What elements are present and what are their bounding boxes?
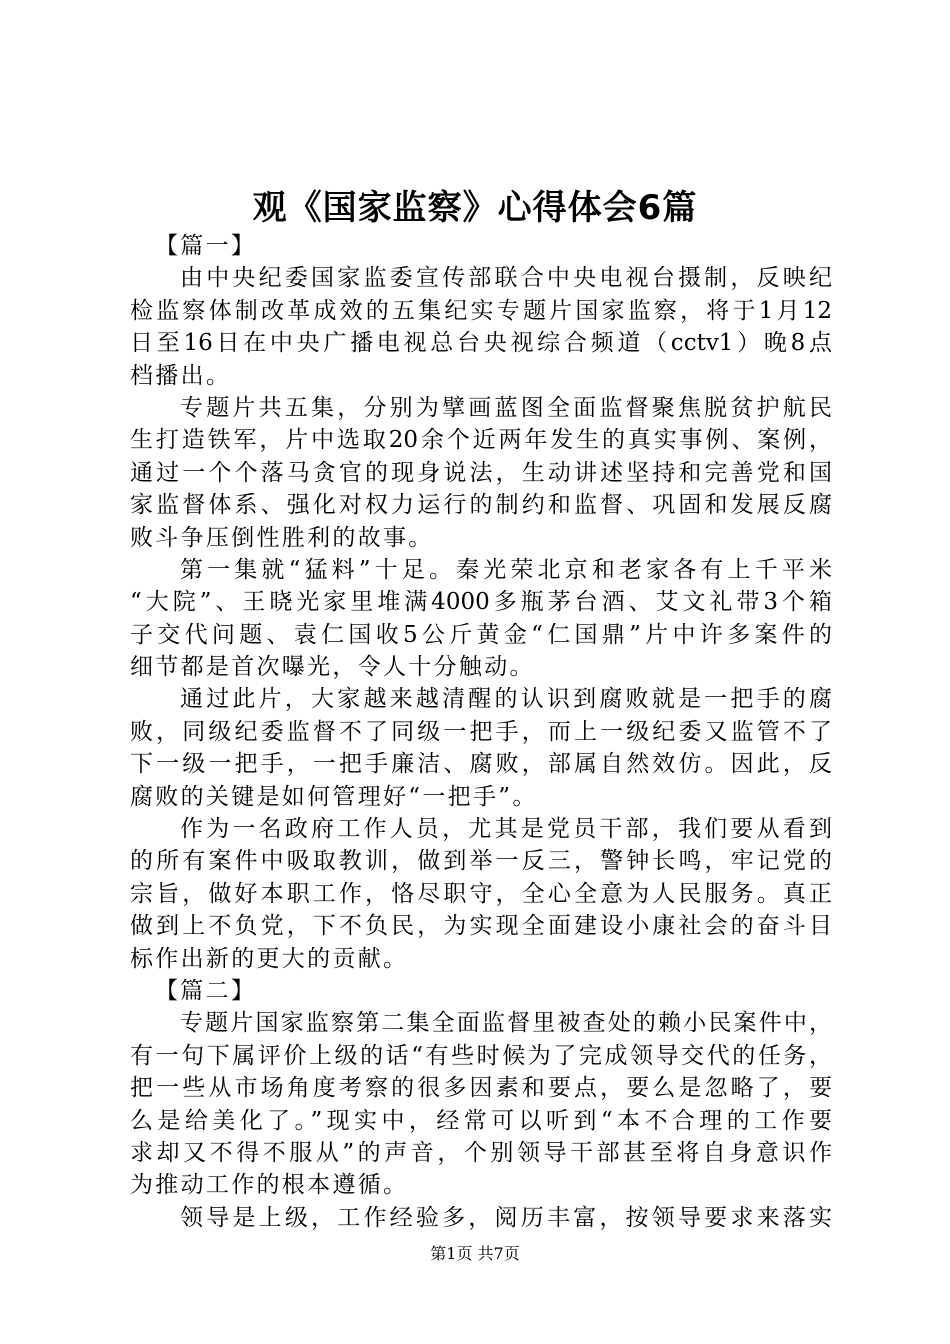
text-line: 细节都是首次曝光，令人十分触动。 [130,654,535,681]
text-line: 通过一个个落马贪官的现身说法，生动讲述坚持和完善党和国 [130,459,832,486]
text-line: 第一集就“猛料”十足。秦光荣北京和老家各有上千平米 [180,556,832,583]
text-line: 由中央纪委国家监委宣传部联合中央电视台摄制，反映纪 [180,265,832,292]
text-line: 有一句下属评价上级的话“有些时候为了完成领导交代的任务， [130,1042,832,1069]
text-line: 档播出。 [130,362,232,389]
text-line: 做到上不负党，下不负民，为实现全面建设小康社会的奋斗目 [130,913,832,940]
text-line: 检监察体制改革成效的五集纪实专题片国家监察，将于1月12 [130,297,832,324]
text-line: 宗旨，做好本职工作，恪尽职守，全心全意为人民服务。真正 [130,880,832,907]
text-line: 腐败的关键是如何管理好“一把手”。 [130,783,538,810]
text-line: 家监督体系、强化对权力运行的制约和监督、巩固和发展反腐 [130,492,832,519]
text-line: 败斗争压倒性胜利的故事。 [130,524,434,551]
text-line: 日至16日在中央广播电视总台央视综合频道（cctv1）晚8点 [130,330,832,357]
document-title: 观《国家监察》心得体会6篇 [252,188,698,228]
text-line: 专题片国家监察第二集全面监督里被查处的赖小民案件中， [180,1010,832,1037]
text-line: 么是给美化了。”现实中，经常可以听到“本不合理的工作要 [130,1107,832,1134]
text-line: 领导是上级，工作经验多，阅历丰富，按领导要求来落实 [180,1204,832,1231]
text-line: 下一级一把手，一把手廉洁、腐败，部属自然效仿。因此，反 [130,751,832,778]
text-line: 通过此片，大家越来越清醒的认识到腐败就是一把手的腐 [180,686,832,713]
text-line: 把一些从市场角度考察的很多因素和要点，要么是忽略了，要 [130,1075,832,1102]
text-line: 生打造铁军，片中选取20余个近两年发生的真实事例、案例， [130,427,832,454]
section-heading: 【篇一】 [155,233,257,259]
text-line: 标作出新的更大的贡献。 [130,945,409,972]
text-line: 作为一名政府工作人员，尤其是党员干部，我们要从看到 [180,816,832,843]
page-footer: 第1页 共7页 [430,1244,520,1263]
text-line: 求却又不得不服从”的声音，个别领导干部甚至将自身意识作 [130,1139,832,1166]
text-line: 的所有案件中吸取教训，做到举一反三，警钟长鸣，牢记党的 [130,848,832,875]
text-line: 败，同级纪委监督不了同级一把手，而上一级纪委又监管不了 [130,718,832,745]
text-line: 专题片共五集，分别为擘画蓝图全面监督聚焦脱贫护航民 [180,394,832,421]
document-body [130,230,832,1234]
text-line: “大院”、王晓光家里堆满4000多瓶茅台酒、艾文礼带3个箱 [130,589,832,616]
text-line: 为推动工作的根本遵循。 [130,1172,409,1199]
text-line: 子交代问题、袁仁国收5公斤黄金“仁国鼎”片中许多案件的 [130,621,832,648]
section-heading: 【篇二】 [155,977,257,1004]
